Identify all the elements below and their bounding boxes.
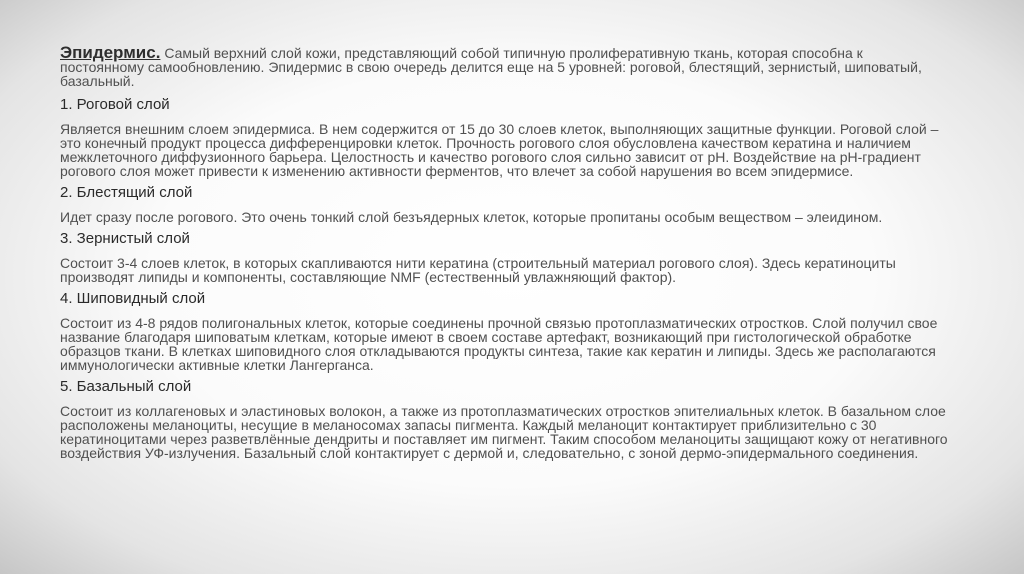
- section-stratum-spinosum: [60, 290, 950, 372]
- section-stratum-lucidum: [60, 184, 950, 224]
- section-stratum-basale: [60, 378, 950, 460]
- slide-content: [60, 43, 950, 466]
- section-text: Является внешним слоем эпидермиса. В нем содержится от 15 до 30 слоев клеток, выполняющих защитные функции. Роговой слой – это конечный продукт процесса дифференцировки клеток. Прочность рогового слоя обусловлена качеством кератина и наличием межклеточного диффузионного барьера. Целостность и качество рогового слоя сильно зависит от pH. Воздействие на pH-градиент рогового слоя может привести к изменению активности ферментов, что влечет за собой нарушения во всем эпидермисе.: [60, 121, 939, 179]
- section-text: Состоит из коллагеновых и эластиновых волокон, а также из протоплазматических отростков эпителиальных клеток. В базальном слое расположены меланоциты, несущие в меланосомах запасы пигмента. Каждый меланоцит контактирует приблизительно с 30 кератиноцитами через разветвлённые дендриты и поставляет им пигмент. Таким способом меланоциты защищают кожу от негативного воздействия УФ-излучения. Базальный слой контактирует с дермой и, следовательно, с зоной дермо-эпидермального соединения.: [60, 403, 948, 461]
- section-stratum-corneum: [60, 96, 950, 178]
- section-text: Состоит из 4-8 рядов полигональных клеток, которые соединены прочной связью протоплазматических отростков. Слой получил свое название благодаря шиповатым клеткам, которые имеют в своем составе артефакт, возникающий при гистологической обработке образцов ткани. В клетках шиповидного слоя откладываются продукты синтеза, такие как кератин и липиды. Здесь же располагаются иммунологически активные клетки Лангерганса.: [60, 315, 938, 373]
- section-text: Состоит 3-4 слоев клеток, в которых скапливаются нити кератина (строительный материал рогового слоя). Здесь кератиноциты производят липиды и компоненты, составляющие NMF (естественный увлажняющий фактор).: [60, 255, 896, 285]
- intro-paragraph: [60, 43, 950, 89]
- section-stratum-granulosum: [60, 230, 950, 284]
- section-text: Идет сразу после рогового. Это очень тонкий слой безъядерных клеток, которые пропитаны особым веществом – элеидином.: [60, 209, 883, 225]
- section-heading: 4. Шиповидный слой: [60, 290, 206, 307]
- section-heading: 1. Роговой слой: [60, 96, 170, 113]
- section-heading: 2. Блестящий слой: [60, 184, 193, 201]
- section-heading: 3. Зернистый слой: [60, 230, 190, 247]
- intro-text: Самый верхний слой кожи, представляющий собой типичную пролиферативную ткань, которая способна к постоянному самообновлению. Эпидермис в свою очередь делится еще на 5 уровней: роговой, блестящий, зернистый, шиповатый, базальный.: [60, 45, 922, 89]
- intro-term: Эпидермис.: [60, 43, 161, 62]
- section-heading: 5. Базальный слой: [60, 378, 192, 395]
